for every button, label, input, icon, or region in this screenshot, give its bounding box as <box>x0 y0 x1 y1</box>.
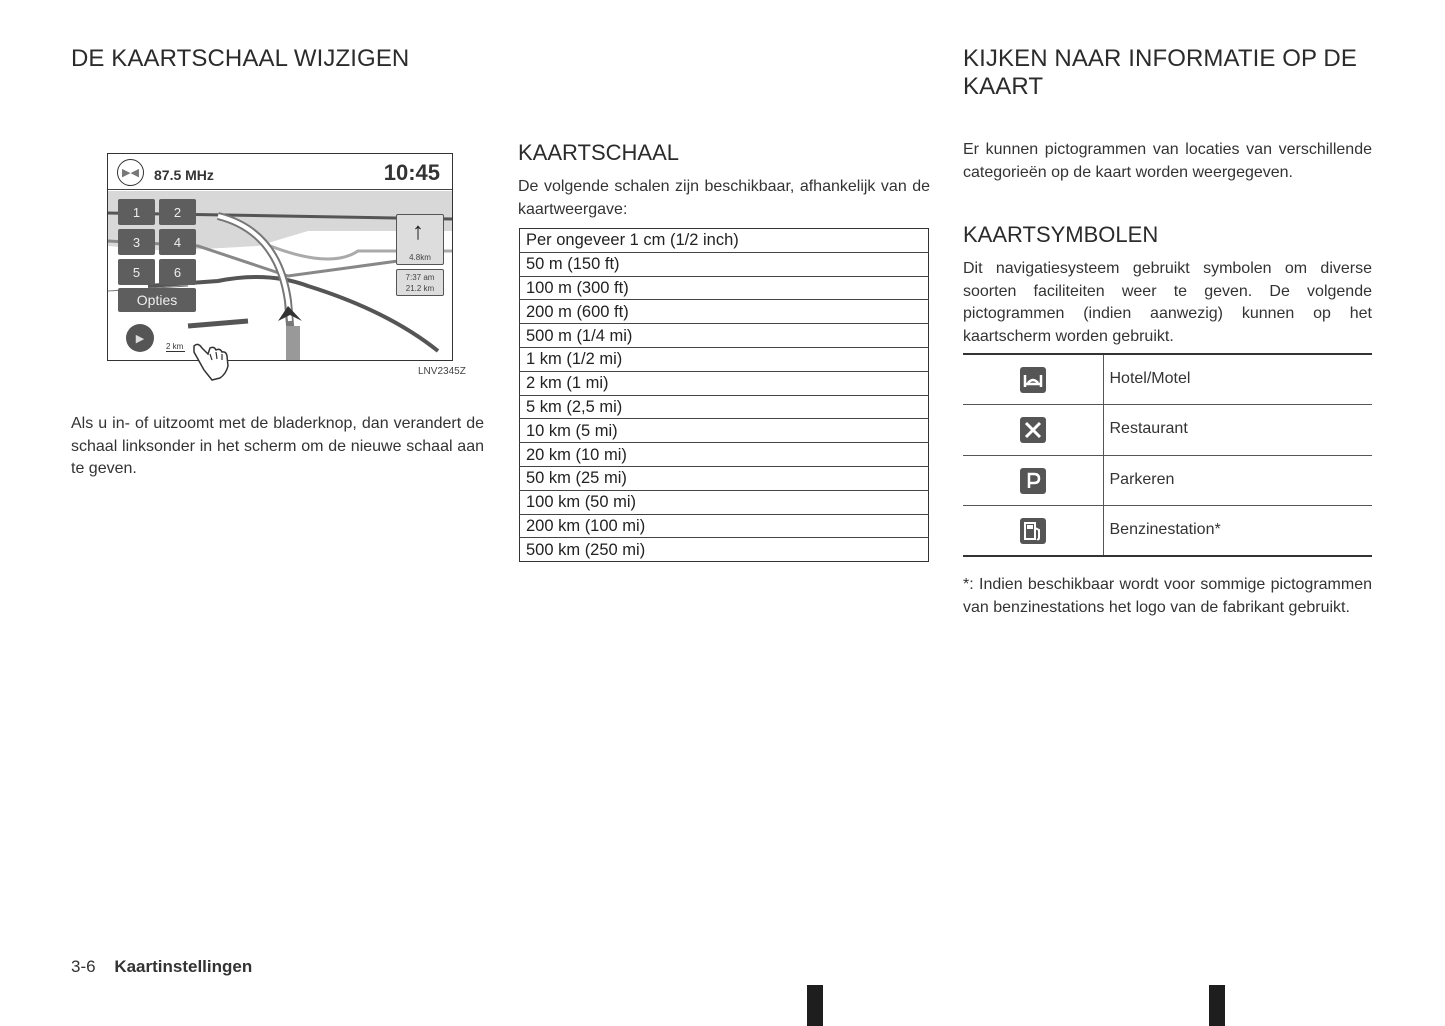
next-turn-indicator <box>396 214 444 265</box>
eta-time: 7:37 am <box>405 273 435 282</box>
preset-button-1[interactable]: 1 <box>118 199 155 225</box>
scale-change-description: Als u in- of uitzoomt met de bladerknop, dan verandert de schaal linksonder in het scherm om de nieuwe schaal aan te geven. <box>71 415 484 477</box>
scale-row <box>520 443 929 467</box>
scale-value: 100 m (300 ft) <box>520 276 929 300</box>
scale-value: 2 km (1 mi) <box>520 371 929 395</box>
symbol-label: Restaurant <box>1103 405 1372 456</box>
scale-row <box>520 466 929 490</box>
page-number: 3-6 <box>71 957 96 976</box>
scale-value: 200 km (100 mi) <box>520 514 929 538</box>
hotel-bed-icon <box>1020 367 1046 393</box>
symbol-row <box>963 455 1372 506</box>
radio-frequency: 87.5 MHz <box>154 167 214 183</box>
preset-button-5[interactable]: 5 <box>118 259 155 285</box>
preset-button-4[interactable]: 4 <box>159 229 196 255</box>
symbol-label: Parkeren <box>1103 455 1372 506</box>
scale-value: 500 m (1/4 mi) <box>520 324 929 348</box>
fuel-station-footnote: *: Indien beschikbaar wordt voor sommige pictogrammen van benzinestations het logo van de fabrikant gebruikt. <box>963 576 1372 616</box>
screen-clock: 10:45 <box>383 160 440 185</box>
scale-row <box>520 395 929 419</box>
symbol-row <box>963 506 1372 557</box>
scale-row <box>520 300 929 324</box>
page-footer <box>71 957 252 977</box>
up-arrow-icon: ↑ <box>412 218 424 245</box>
options-button[interactable]: Opties <box>118 288 196 312</box>
navigation-screen-figure <box>107 153 453 361</box>
scale-row <box>520 252 929 276</box>
scale-intro-text: De volgende schalen zijn beschikbaar, afhankelijk van de kaartweergave: <box>518 178 930 218</box>
parking-icon <box>1020 468 1046 494</box>
restaurant-cutlery-icon <box>1020 417 1046 443</box>
section-title-change-map-scale: DE KAARTSCHAAL WIJZIGEN <box>71 45 410 72</box>
symbol-row <box>963 405 1372 456</box>
scale-value: 20 km (10 mi) <box>520 443 929 467</box>
scale-value: 50 m (150 ft) <box>520 252 929 276</box>
scale-row <box>520 324 929 348</box>
eta-box <box>396 269 444 296</box>
map-info-intro-text: Er kunnen pictogrammen van locaties van verschillende categorieën op de kaart worden weergegeven. <box>963 141 1372 181</box>
scale-value: 1 km (1/2 mi) <box>520 347 929 371</box>
radio-icon: ▶◀ <box>117 159 144 186</box>
scale-row <box>520 514 929 538</box>
scale-row <box>520 229 929 253</box>
preset-button-2[interactable]: 2 <box>159 199 196 225</box>
symbol-row <box>963 354 1372 405</box>
route-ahead <box>286 326 300 361</box>
map-scale-indicator: 2 km <box>166 342 184 351</box>
eta-distance: 21.2 km <box>405 284 435 293</box>
section-name: Kaartinstellingen <box>114 957 253 976</box>
map-symbols-intro-text: Dit navigatiesysteem gebruikt symbolen om diverse soorten faciliteiten weer te geven. De volgende pictogrammen (indien aanwezig) kunnen op het kaartscherm worden gebruikt. <box>963 260 1372 345</box>
scale-value: 500 km (250 mi) <box>526 540 646 559</box>
preset-button-3[interactable]: 3 <box>118 229 155 255</box>
compass-icon[interactable]: ▶ <box>126 324 154 352</box>
symbol-label: Hotel/Motel <box>1103 354 1372 405</box>
scale-value: 200 m (600 ft) <box>520 300 929 324</box>
scale-row <box>520 538 929 562</box>
scale-row <box>520 419 929 443</box>
scale-value: 10 km (5 mi) <box>520 419 929 443</box>
scale-value: 50 km (25 mi) <box>520 466 929 490</box>
scale-value: 100 km (50 mi) <box>520 490 929 514</box>
scale-row <box>520 371 929 395</box>
scale-row <box>520 347 929 371</box>
figure-code: LNV2345Z <box>418 366 466 377</box>
pointing-hand-icon <box>190 338 234 382</box>
section-title-map-scale: KAARTSCHAAL <box>518 140 679 165</box>
preset-button-6[interactable]: 6 <box>159 259 196 285</box>
next-turn-distance: 4.8km <box>409 253 431 262</box>
crop-mark <box>807 985 823 1026</box>
scale-value: 5 km (2,5 mi) <box>520 395 929 419</box>
section-title-map-symbols: KAARTSYMBOLEN <box>963 222 1159 247</box>
scale-value: Per ongeveer 1 cm (1/2 inch) <box>520 229 929 253</box>
symbol-label: Benzinestation* <box>1109 521 1221 538</box>
scale-row <box>520 490 929 514</box>
symbol-table <box>963 353 1372 557</box>
crop-mark <box>1209 985 1225 1026</box>
scale-table <box>519 228 929 562</box>
section-title-map-information: KIJKEN NAAR INFORMATIE OP DE KAART <box>963 45 1357 100</box>
screen-status-bar <box>108 154 452 190</box>
fuel-pump-icon <box>1020 518 1046 544</box>
map-road <box>188 321 248 326</box>
scale-row <box>520 276 929 300</box>
